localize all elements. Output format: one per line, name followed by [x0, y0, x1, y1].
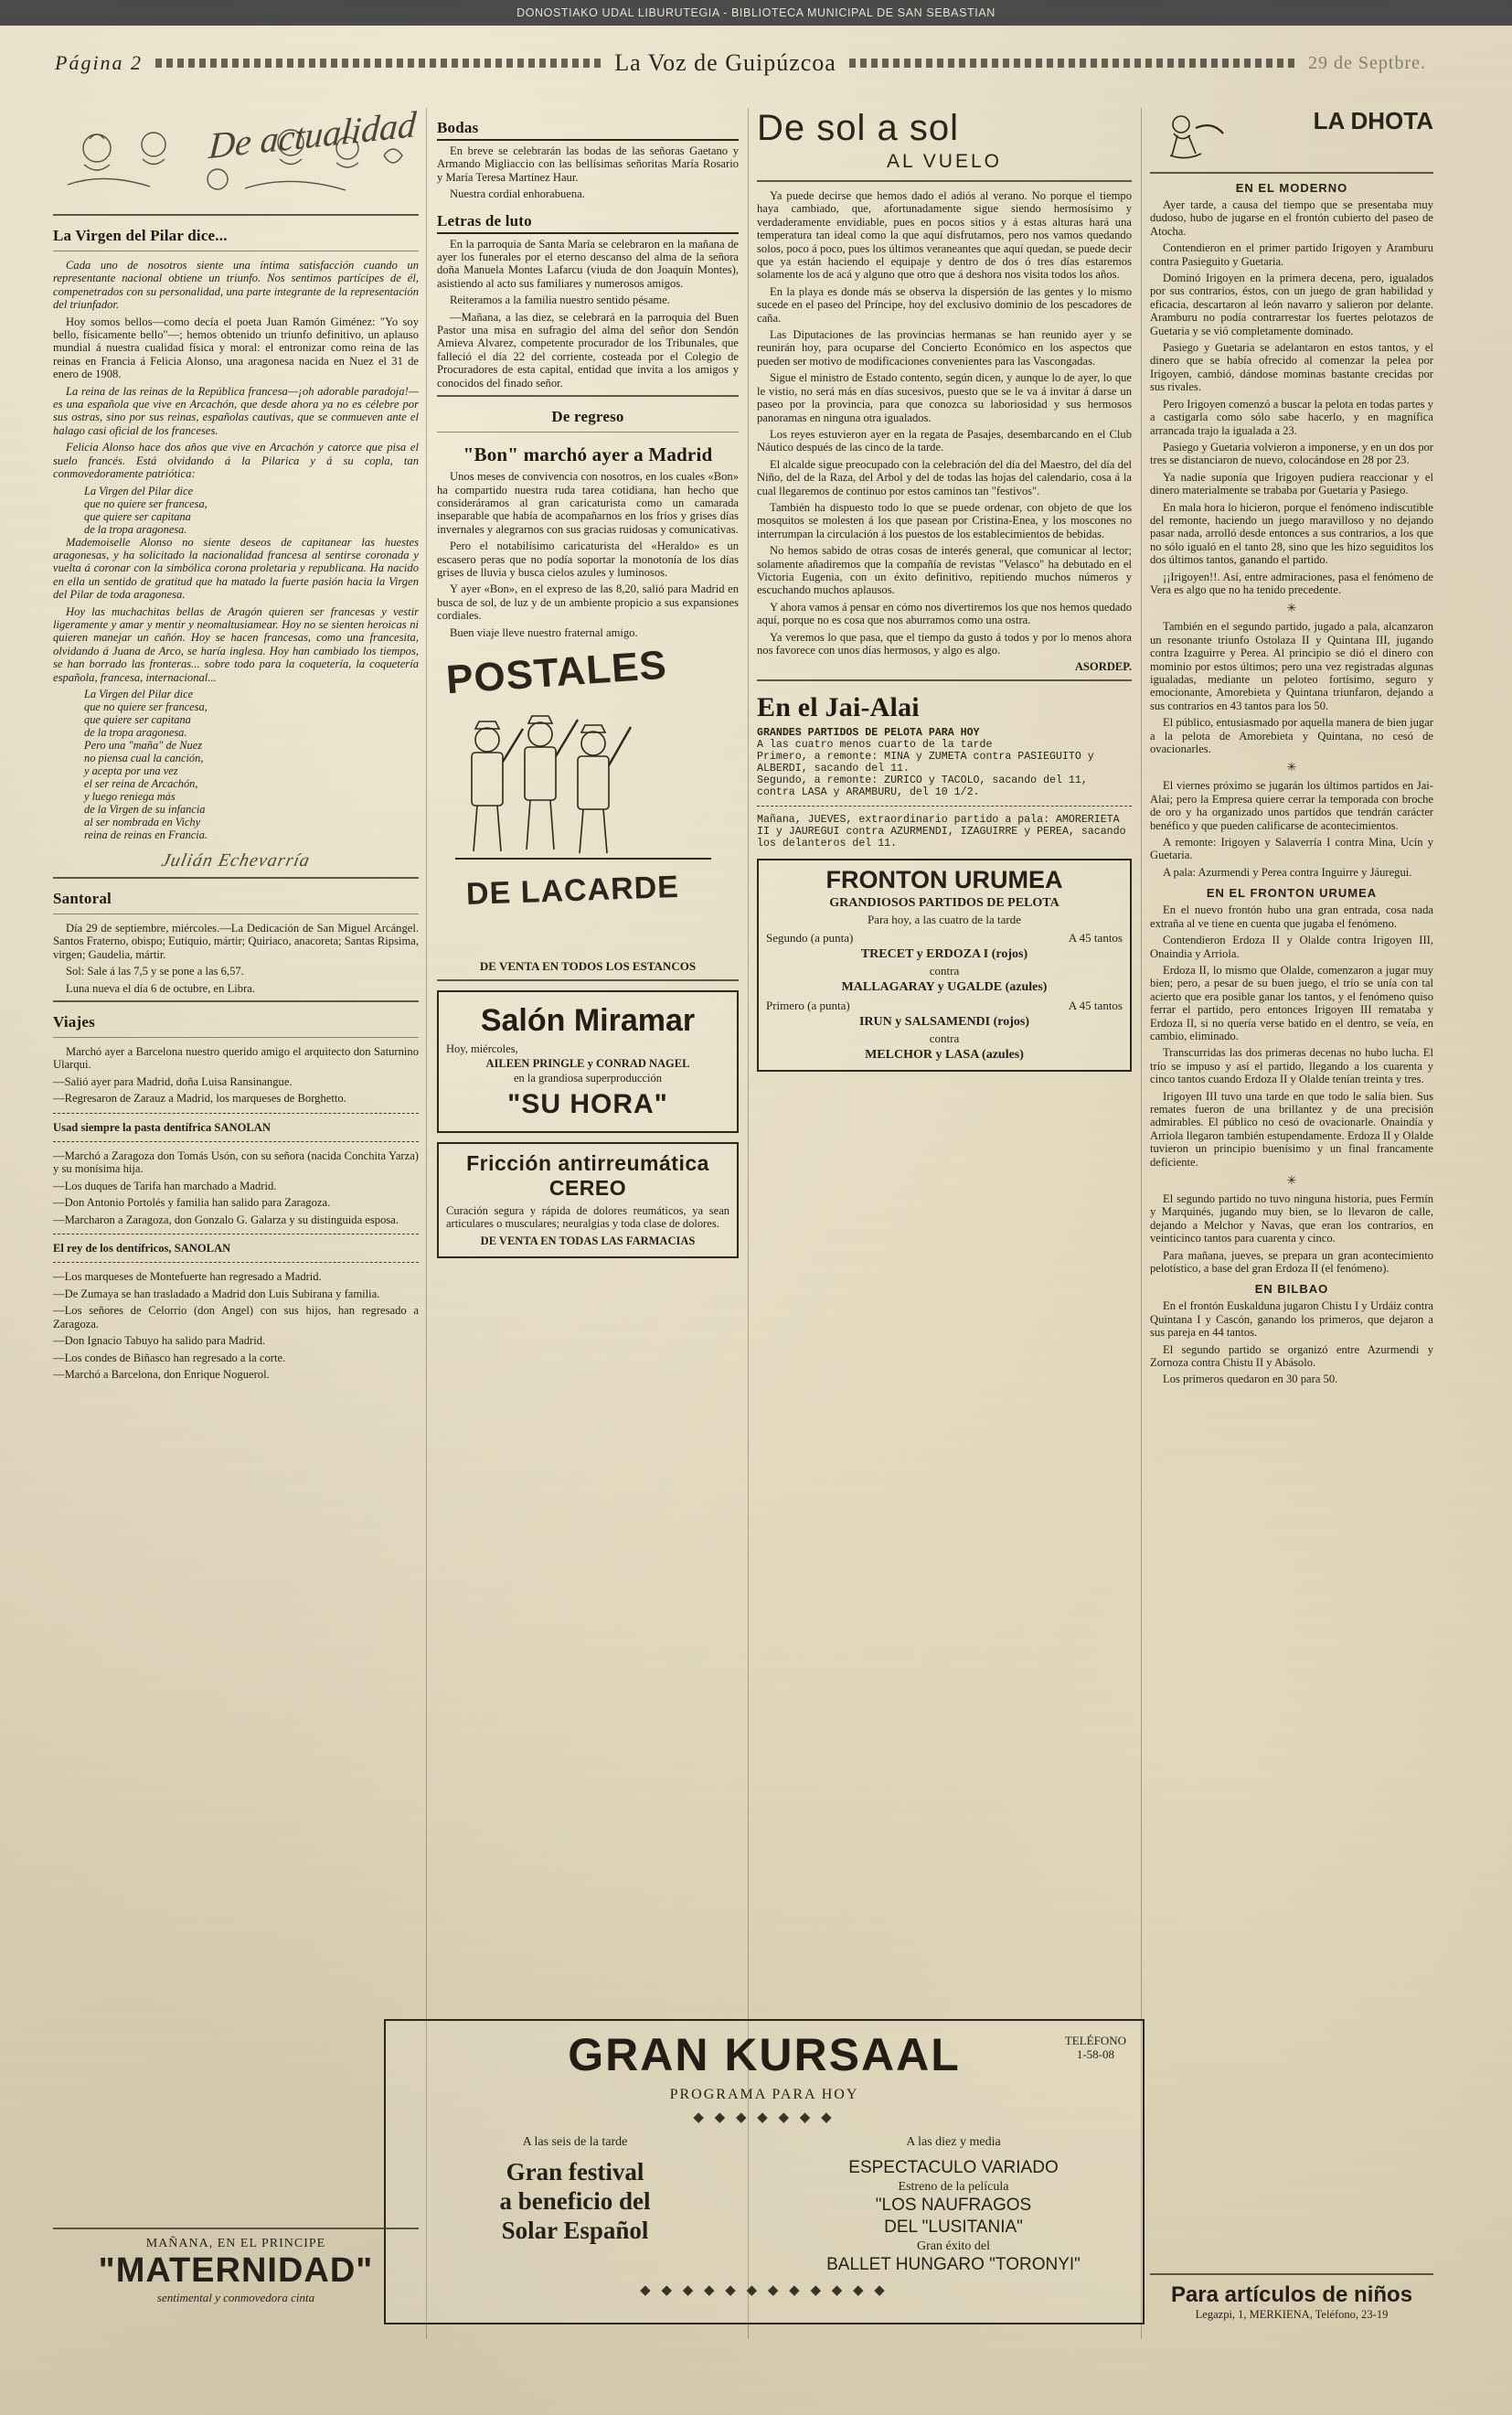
session-line: Gran éxito del	[916, 2239, 991, 2253]
paragraph: Sigue el ministro de Estado contento, según dicen, y aunque lo de ayer, lo que le vistio, no será más en días sucesivos, puesto que se le va á invitar á darse un paseo por la provincia, para que conozca su laboriosidad y sus hermosos panoramas en ninguna otra igualados.	[757, 371, 1132, 424]
rule	[53, 1000, 419, 1002]
paragraph: Día 29 de septiembre, miércoles.—La Dedicación de San Miguel Arcángel. Santos Fraterno, obispo; Eutiquio, mártir; Quiriaco, anacoreta; Santas Ripsima, virgen; Gaudelia, mártir.	[53, 921, 419, 961]
verse-line: Pero una "maña" de Nuez	[84, 738, 203, 752]
paragraph: El segundo partido no tuvo ninguna historia, pues Fermín y Marquinés, jugando muy bien, se lo llevaron de calle, dejando a Melchor y Navas, que eran los contrarios, en veinticinco tantos para cuarenta y cinco.	[1150, 1192, 1433, 1245]
subsection-title-urumea: EN EL FRONTON URUMEA	[1206, 886, 1378, 901]
masthead-rule-left	[155, 59, 602, 68]
paragraph: Cada uno de nosotros siente una íntima satisfacción cuando un representante nacional obtiene un triunfo. Nos sentimos partícipes de él, compenetrados con su personalidad, una parte integrante de la representación del triunfador.	[53, 259, 419, 312]
jai-line-tomorrow: Mañana, JUEVES, extraordinario partido a pala: AMORERIETA II y JAUREGUI contra AZURMENDI, IZAGUIRRE y PEREA, sacando los delanteros del 11.	[757, 813, 1126, 850]
verse-line: que quiere ser capitana	[84, 509, 191, 523]
paragraph: En el nuevo frontón hubo una gran entrada, cosa nada extraña al ve tiene en cuenta que jugaba el fenómeno.	[1150, 903, 1433, 930]
paragraph: Contendieron en el primer partido Irigoyen y Aramburu contra Pasieguito y Guetaria.	[1150, 241, 1433, 268]
rule	[53, 877, 419, 879]
ad-title-fronton-urumea: FRONTON URUMEA	[825, 865, 1063, 893]
paragraph: —Los señores de Celorrio (don Angel) con sus hijos, han regresado a Zaragoza.	[53, 1304, 419, 1330]
phone-label: TELÉFONO	[1064, 2034, 1126, 2047]
paragraph: El alcalde sigue preocupado con la celebración del día del Maestro, del día del Niño, del de la Raza, del Arbol y del de todas las hojas del calendario, cosa á la cual llegaremos de continuo por estos caminos tan "festivos".	[757, 457, 1132, 497]
paragraph: También en el segundo partido, jugado a pala, alcanzaron un resonante triunfo Ostolaza II y Quintana III, jugando contra Izaguirre y Perea. Al principio se dió el dinero con mominio por estos últimos; pero una vez registradas algunas igualadas, mediante un peloteo fortísimo, seguro y emocionante, Amorebieta y Quintana triunfaron, dejando a sus contrarios en 43 tantos para los 50.	[1150, 620, 1433, 712]
rule	[53, 1262, 419, 1263]
ad-line-sanolan-2: El rey de los dentífricos, SANOLAN	[53, 1242, 231, 1256]
ad-footer-postales: DE VENTA EN TODOS LOS ESTANCOS	[479, 958, 697, 973]
paragraph: Pasiego y Guetaria se adelantaron en estos tantos, y el dinero que se había ofrecido al comenzar la pelea por Irigoyen, cambió, dándose mominas bastante crecidas por sus rivales.	[1150, 341, 1433, 394]
paragraph: En la parroquia de Santa María se celebraron en la mañana de ayer los funerales por el eterno descanso del alma de la señora doña Manuela Montes Lafarcu (viuda de don Joaquín Montes), asistiendo al acto sus familiares y numerosos amigos.	[437, 237, 739, 290]
paragraph: A remonte: Irigoyen y Salaverría I contra Mina, Ucín y Guetaria.	[1150, 836, 1433, 862]
section-title-de-regreso: De regreso	[551, 408, 624, 426]
rule	[53, 214, 419, 216]
paragraph: Ya nadie suponía que Irigoyen pudiera reaccionar y el dinero materialmente se trababa por Guetaria y Pasiego.	[1150, 470, 1433, 497]
paragraph: —Marchó a Zaragoza don Tomás Usón, con su señora (nacida Conchita Yarza) y su monísima hija.	[53, 1149, 419, 1176]
section-ornament-title: De actualidad	[208, 102, 418, 167]
paragraph: Luna nueva el día 6 de octubre, en Libra.	[66, 981, 256, 995]
author-signature: Julián Echevarría	[159, 850, 313, 871]
ad-body: Curación segura y rápida de dolores reumáticos, ya sean articulares o musculares; neuralgias y toda clase de dolores.	[446, 1203, 729, 1231]
phone-number: 1-58-08	[1076, 2047, 1114, 2061]
rule	[1150, 172, 1433, 174]
paragraph: Hoy las muchachitas bellas de Aragón quieren ser francesas y vestir ligeramente y amar y mentir y neomaltusiamear. Hoy no se sienten heroicas ni quieren manejar un cañón. Hoy se hacen francesas, como una francesita, olvidando á Juana de Arco, se haría inglesa. Hoy han cambiado los tiempos, se han borrado las fronteras... sobre todo para la coquetería, la coquetería española, francesa, internacional...	[53, 604, 419, 684]
paragraph: En breve se celebrarán las bodas de las señoras Gaetano y Armando Migliaccio con las bellísimas señoritas María Rosario y María Teresa Martínez Haur.	[437, 144, 739, 184]
library-watermark-bar	[0, 0, 1512, 26]
article-signoff: ASORDEP.	[1074, 660, 1132, 674]
ad-title-friccion: Fricción antirreumática CEREO	[466, 1150, 709, 1200]
session-film-title: "LOS NAUFRAGOS	[875, 2196, 1032, 2215]
section-title-santoral: Santoral	[53, 889, 112, 907]
paragraph: Para mañana, jueves, se prepara un gran acontecimiento pelotístico, a base del gran Erdoza II (el fenómeno).	[1150, 1248, 1433, 1276]
paragraph: Los reyes estuvieron ayer en la regata de Pasajes, desembarcando en el Club Náutico después de las cinco de la tarde.	[757, 427, 1132, 454]
verse-line: de la tropa aragonesa.	[84, 725, 187, 739]
jai-line: Primero, a remonte: MINA y ZUMETA contra PASIEGUITO y ALBERDI, sacando del 11.	[757, 750, 1094, 775]
paragraph: La reina de las reinas de la República francesa—¡oh adorable paradoja!—es una española que vive en Arcachón, que desde ahora ya no es célebre por sus ostras, sino por sus reinas, españolas cautivas, que se conmueven ante el halago casi oficial de los franceses.	[53, 384, 419, 437]
section-title-jai-alai: En el Jai-Alai	[757, 691, 920, 722]
session-time: A las diez y media	[906, 2135, 1001, 2149]
paragraph: El segundo partido se organizó entre Azurmendi y Zornoza contra Chistu II y Abásolo.	[1150, 1342, 1433, 1370]
paragraph: Buen viaje lleve nuestro fraternal amigo.	[450, 625, 638, 639]
paragraph: Nuestra cordial enhorabuena.	[450, 187, 585, 201]
paragraph: También ha dispuesto todo lo que se puede ordenar, con objeto de que los mosquitos se molesten á los que pasean por Cristina-Enea, y los moscones no interrumpan la circulación á los puestos de los establecimientos de bebidas.	[757, 500, 1132, 540]
paragraph: Pero Irigoyen comenzó a buscar la pelota en todas partes y a castigarla como sólo sabe hacerlo, y en magnífica arrancada trajo la igualada a 23.	[1150, 397, 1433, 437]
ad-line: Para hoy, a las cuatro de la tarde	[867, 912, 1022, 926]
paragraph: Y ahora vamos á pensar en cómo nos divertiremos los que nos hemos quedado aquí, porque no es cosa que nos aburramos como una ostra.	[757, 600, 1132, 627]
ornament-star: ✳	[1286, 1173, 1297, 1187]
section-title-viajes: Viajes	[53, 1013, 95, 1031]
paragraph: Las Diputaciones de las provincias hermanas se han reunido ayer y se reunirán hoy, para ocuparse del Concierto Económico en los aspectos que pueden ser motivo de modificaciones convenientes para las Vascongadas.	[757, 328, 1132, 368]
column-1	[53, 102, 419, 1384]
ad-gran-kursaal[interactable]	[384, 2019, 1145, 2324]
ad-address: Legazpi, 1, MERKIENA, Teléfono, 23-19	[1195, 2308, 1389, 2321]
paragraph: Sol: Sale á las 7,5 y se pone a las 6,57.	[66, 965, 244, 978]
ad-line: GRANDIOSOS PARTIDOS DE PELOTA	[829, 895, 1059, 910]
verse-line: La Virgen del Pilar dice	[84, 484, 194, 497]
paragraph: —Regresaron de Zarauz a Madrid, los marqueses de Borghetto.	[53, 1092, 346, 1106]
paragraph: Hoy somos bellos—como decía el poeta Juan Ramón Giménez: "Yo soy bello, físicamente bello"—; hemos obtenido un triunfo definitivo, un aplauso mundial á nuestra cualidad física y moral: el entronizar como reina de las reinas en Francia á Felicia Alonso, una aragonesa nacida en Nuez el 31 de enero de 1908.	[53, 315, 419, 381]
section-title-bodas: Bodas	[437, 119, 739, 141]
paragraph: —De Zumaya se han trasladado a Madrid don Luis Subirana y familia.	[53, 1287, 380, 1300]
ad-line: en la grandiosa superproducción	[513, 1071, 663, 1085]
verse-line: el ser reina de Arcachón,	[84, 776, 198, 790]
subsection-title-moderno: EN EL MODERNO	[1235, 181, 1348, 195]
masthead	[55, 48, 1426, 79]
ad-subtitle-lacarde: DE LACARDE	[465, 869, 680, 913]
verse-line: de la Virgen de su infancia	[84, 802, 206, 816]
article-title-de-sol-a-sol: De sol a sol	[757, 108, 959, 148]
paragraph: Pasiego y Guetaria volvieron a imponerse, y en un dos por tres se distanciaron de nuevo, colocándose en 28 por 23.	[1150, 440, 1433, 467]
sports-section-logo	[1150, 108, 1433, 166]
ad-fronton-urumea[interactable]	[757, 859, 1132, 1072]
paragraph: —Marcharon a Zaragoza, don Gonzalo G. Galarza y su distinguida esposa.	[53, 1213, 399, 1226]
ad-program-label: PROGRAMA PARA HOY	[669, 2087, 859, 2102]
kursaal-session-night	[764, 2132, 1143, 2276]
section-title-letras-de-luto: Letras de luto	[437, 212, 739, 234]
paragraph: —Salió ayer para Madrid, doña Luisa Ransinangue.	[53, 1074, 293, 1088]
decorative-header-art	[53, 102, 419, 208]
ornament-star: ✳	[1286, 760, 1297, 775]
page-number: Página 2	[55, 51, 144, 74]
rule	[53, 1141, 419, 1142]
paragraph: El viernes próximo se jugarán los últimos partidos en Jai-Alai; pero la Empresa quiere cerrar la temporada con broche de oro y ha organizado unos partidos que tendrán carácter benéfico y que pueden calificarse de acontecimientos.	[1150, 779, 1433, 832]
verse-line: y acepta por una vez	[84, 764, 178, 777]
ad-title-salon-miramar: Salón Miramar	[480, 1002, 696, 1038]
column-4	[1150, 108, 1433, 1390]
ad-footer: DE VENTA EN TODAS LAS FARMACIAS	[480, 1234, 696, 1247]
paragraph: Erdoza II, lo mismo que Olalde, comenzaron a jugar muy bien; pero, a pesar de su buen juego, el trío se unía con tal acierto que era posible ganar los tantos, y el fenómeno quiso ferrar el partido, pero entonces Irigoyen III remataba y Erdoza II, si no quería verse batido en el dentro, se veía, en cambio, eliminado.	[1150, 963, 1433, 1042]
ad-tagline: sentimental y conmovedora cinta	[156, 2291, 315, 2304]
verse-line: no piensa cual la canción,	[84, 751, 204, 764]
ad-title-postales: POSTALES	[444, 642, 669, 703]
paragraph: —Los duques de Tarifa han marchado a Madrid.	[53, 1179, 277, 1192]
versus: contra	[929, 963, 960, 978]
paragraph: Reiteramos a la familia nuestro sentido pésame.	[450, 294, 670, 307]
paragraph: Ya puede decirse que hemos dado el adiós al verano. No porque el tiempo haya cambiado, que, afortunadamente sigue siendo hermosísimo y verdaderamente envidiable, pues en pocos sitios y á estas alturas hará una temperatura tan ideal como la que aquí disfrutamos, pero nos vamos quedando solos, poco á poco, pues los últimos veraneantes que aquí quedan, se puede decir que ya están haciendo el equipaje y dentro de dos ó tres días estaremos solamente los de acá y alguno que otro que á deshora nos visita todos los años.	[757, 189, 1132, 282]
masthead-rule-right	[849, 59, 1295, 68]
paragraph: Dominó Irigoyen en la primera decena, pero, igualados por sus contrarios, éstos, con un juego de gran habilidad y eficacia, descartaron al león navarro y salieron por delante. Aramburu no podía contrarrestar los fuertes pelotazos de Guetaria y se vió completamente dominado.	[1150, 272, 1433, 337]
ad-line-sanolan: Usad siempre la pasta dentífrica SANOLAN	[53, 1120, 272, 1134]
rule	[757, 806, 1132, 807]
paragraph: Felicia Alonso hace dos años que vive en Arcachón y catorce que pisa el suelo francés. Está olvidando á la Pilarica y á su copla, tan conmovedoramente patriótica:	[53, 441, 419, 481]
verse-line: que no quiere ser francesa,	[84, 700, 208, 713]
paragraph: —Don Antonio Portolés y familia han salido para Zaragoza.	[53, 1196, 331, 1210]
soldiers-illustration	[455, 696, 711, 865]
session-line: BALLET HUNGARO "TORONYI"	[826, 2255, 1081, 2274]
session-time: A las seis de la tarde	[522, 2135, 628, 2149]
paragraph: Marchó ayer a Barcelona nuestro querido amigo el arquitecto don Saturnino Ularqui.	[53, 1045, 419, 1072]
jai-line: Segundo, a remonte: ZURICO y TACOLO, sacando del 11, contra LASA y ARAMBURU, del 10 1/2.	[757, 774, 1088, 798]
ad-articulos-ninos[interactable]	[1150, 2268, 1433, 2322]
rule	[437, 395, 739, 397]
paragraph: No hemos sabido de otras cosas de interés general, que comunicar al lector; solamente añadiremos que la compañía de revistas "Velasco" ha debutado en el Victoria Eugenia, con un éxito definitivo, repitiendo muchos números y escuchando muchos aplausos.	[757, 544, 1132, 597]
ornament-diamonds: ◆ ◆ ◆ ◆ ◆ ◆ ◆ ◆ ◆ ◆ ◆ ◆	[640, 2283, 889, 2298]
match-points: A 45 tantos	[1068, 998, 1123, 1012]
paragraph: —Los marqueses de Montefuerte han regresado a Madrid.	[53, 1270, 322, 1284]
rule	[757, 679, 1132, 681]
newspaper-title: La Voz de Guipúzcoa	[614, 49, 836, 76]
verse-line: La Virgen del Pilar dice	[84, 687, 194, 700]
team-blue: MALLAGARAY y UGALDE (azules)	[841, 979, 1048, 994]
ornament-diamonds: ◆ ◆ ◆ ◆ ◆ ◆ ◆	[693, 2110, 836, 2125]
pelota-player-icon	[1150, 110, 1251, 161]
logo-text: LA DHOTA	[1313, 107, 1433, 134]
article-title-bon: "Bon" marchó ayer a Madrid	[463, 443, 713, 466]
rule	[437, 979, 739, 981]
jai-subtitle: GRANDES PARTIDOS DE PELOTA PARA HOY	[757, 726, 980, 739]
paragraph: Y ayer «Bon», en el expreso de las 8,20, salió para Madrid en busca de sol, de luz y de un ambiente propicio a sus expansiones cordiales.	[437, 582, 739, 623]
article-title-virgen: La Virgen del Pilar dice...	[53, 227, 228, 244]
team-red: TRECET y ERDOZA I (rojos)	[860, 946, 1028, 961]
paragraph: ¡¡Irigoyen!!. Así, entre admiraciones, pasa el fenómeno de Vera es algo que no ha tenido precedente.	[1150, 570, 1433, 596]
paragraph: —Don Ignacio Tabuyo ha salido para Madrid.	[53, 1334, 266, 1348]
paragraph: Ayer tarde, a causa del tiempo que se presentaba muy dudoso, hubo de jugarse en el frontón cubierto del paseo de Atocha.	[1150, 198, 1433, 238]
team-blue: MELCHOR y LASA (azules)	[865, 1047, 1024, 1062]
ad-title-articulos-ninos: Para artículos de niños	[1170, 2282, 1413, 2307]
paragraph: El público, entusiasmado por aquella manera de bien jugar a la pelota de Amorebieta y Quintana, no cesó de ovacionarles.	[1150, 716, 1433, 756]
session-line: Solar Español	[501, 2217, 649, 2244]
paragraph: En mala hora lo hicieron, porque el fenómeno indiscutible del remonte, haciendo un juego maravilloso y no dejando pasar nada, arrolló desde entonces a sus contrarios, a los que no sólo igualó en el tanto 28, sino que les hizo seguiditos los dos últimos tantos, ganando el partido.	[1150, 500, 1433, 567]
ad-phone	[1065, 2034, 1126, 2061]
verse-line: que quiere ser capitana	[84, 712, 191, 726]
paragraph: Unos meses de convivencia con nosotros, en los cuales «Bon» ha compartido nuestra ruda tarea cotidiana, han hecho que consideráramos al gran caricaturista como un camarada inseparable que había de acompañarnos en los fríos y grises días invernales y alegrarnos con sus gracias ruidosas y comunicativas.	[437, 470, 739, 536]
paragraph: Los primeros quedaron en 30 para 50.	[1163, 1373, 1338, 1386]
session-line: a beneficio del	[499, 2187, 651, 2215]
match-label: Primero (a punta)	[766, 998, 850, 1012]
verse-line: reina de reinas en Francia.	[84, 828, 208, 841]
paragraph: —Marchó a Barcelona, don Enrique Noguerol.	[53, 1367, 270, 1381]
rule	[53, 1113, 419, 1114]
paragraph: —Mañana, a las diez, se celebrará en la parroquia del Buen Pastor una misa en sufragio del alma del señor don Sendón Amieva Alvarez, competente procurador de los Tribunales, que falleció el día 22 del corriente, costeada por el Colegio de Procuradores de esta capital, entidad que invita a los amigos y conocidos del finado señor.	[437, 310, 739, 390]
column-2	[437, 108, 739, 1267]
session-line: Estreno de la película	[898, 2180, 1009, 2194]
rule	[1150, 2273, 1433, 2275]
paragraph: En la playa es donde más se observa la dispersión de las gentes y lo mismo sucede en el paseo del Príncipe, hoy del exclusivo dominio de los pescadores de caña.	[757, 284, 1132, 325]
paragraph: Contendieron Erdoza II y Olalde contra Irigoyen III, Onaindia y Arriola.	[1150, 934, 1433, 960]
paragraph: En el frontón Euskalduna jugaron Chistu I y Urdáiz contra Quintana I y Cascón, ganando los primeros, que dejaron a sus pareja en 44 tantos.	[1150, 1299, 1433, 1340]
paragraph: Transcurridas las dos primeras decenas no hubo lucha. El trío se impuso y así el partido, llegando a los cuarenta y cinco tantos cuando Erdoza II y Olalde tenían treinta y tres.	[1150, 1046, 1433, 1086]
ad-line: AILEEN PRINGLE y CONRAD NAGEL	[485, 1056, 690, 1070]
versus: contra	[929, 1031, 960, 1045]
session-line: Gran festival	[506, 2158, 644, 2185]
kursaal-session-afternoon	[386, 2132, 764, 2276]
verse-line: de la tropa aragonesa.	[84, 522, 187, 536]
ad-friccion-cereo[interactable]	[437, 1142, 739, 1258]
ad-postales-lacarde[interactable]	[437, 642, 739, 950]
paragraph: Mademoiselle Alonso no siente deseos de capitanear las huestes aragonesas, y ha solicitado la nacionalidad francesa al sentirse coronada y vuelta á coronar con la simbólica corona proletaria y republicana. Ha nacido en ella un sentido de gratitud que ha matado la fuerte pasión hacia la Virgen del Pilar de toda aragonesa.	[53, 535, 419, 602]
subsection-title-bilbao: EN BILBAO	[1254, 1282, 1329, 1297]
ad-salon-miramar[interactable]	[437, 990, 739, 1133]
verse-line: al ser nombrada en Vichy	[84, 815, 201, 828]
ad-film-title: "SU HORA"	[507, 1088, 668, 1119]
column-3	[757, 108, 1132, 1072]
match-points: A 45 tantos	[1068, 930, 1123, 945]
library-watermark-text: DONOSTIAKO UDAL LIBURUTEGIA - BIBLIOTECA MUNICIPAL DE SAN SEBASTIAN	[516, 6, 996, 19]
issue-date: 29 de Septbre.	[1308, 52, 1426, 73]
ad-kicker: MAÑANA, EN EL PRINCIPE	[145, 2237, 326, 2250]
rule	[757, 180, 1132, 182]
paragraph: A pala: Azurmendi y Perea contra Inguirre y Jáuregui.	[1163, 865, 1412, 879]
ad-title-maternidad: "MATERNIDAD"	[98, 2251, 374, 2290]
verse-line: y luego reniega más	[84, 789, 176, 803]
rule	[53, 2228, 419, 2229]
verse-line: que no quiere ser francesa,	[84, 497, 208, 510]
jai-line: A las cuatro menos cuarto de la tarde	[757, 738, 993, 751]
session-line: ESPECTACULO VARIADO	[848, 2158, 1059, 2177]
team-red: IRUN y SALSAMENDI (rojos)	[858, 1014, 1030, 1029]
rule	[53, 1037, 419, 1038]
rule	[437, 432, 739, 433]
session-film-title-2: DEL "LUSITANIA"	[884, 2217, 1023, 2237]
paragraph: Pero el notabilísimo caricaturista del «Heraldo» es un escasero peras que no podía soportar la monotonía de los días grises de lluvia y busca cielos azules y luminosos.	[437, 540, 739, 579]
paragraph: Irigoyen III tuvo una tarde en que todo le salía bien. Sus remates fueron de una brillantez y de una precisión admirables. El público no cesó de ovacionarle. Onaindía y Arriola llegaron también estupendamente. Erdoza II y Olalde tuvieron un principio buenísimo y un final francamente deficiente.	[1150, 1089, 1433, 1169]
paragraph: Ya veremos lo que pasa, que el tiempo da gusto á todos y por lo menos ahora nos favorece con unos días hermosos, y algo es algo.	[757, 630, 1132, 657]
ad-line: Hoy, miércoles,	[446, 1042, 518, 1055]
ad-maternidad[interactable]	[53, 2222, 419, 2305]
article-subtitle-al-vuelo: AL VUELO	[887, 151, 1002, 172]
ornament-star: ✳	[1286, 601, 1297, 615]
match-label: Segundo (a punta)	[766, 930, 854, 945]
ad-title-gran-kursaal: GRAN KURSAAL	[568, 2029, 961, 2080]
paragraph: —Los condes de Biñasco han regresado a la corte.	[53, 1351, 286, 1364]
